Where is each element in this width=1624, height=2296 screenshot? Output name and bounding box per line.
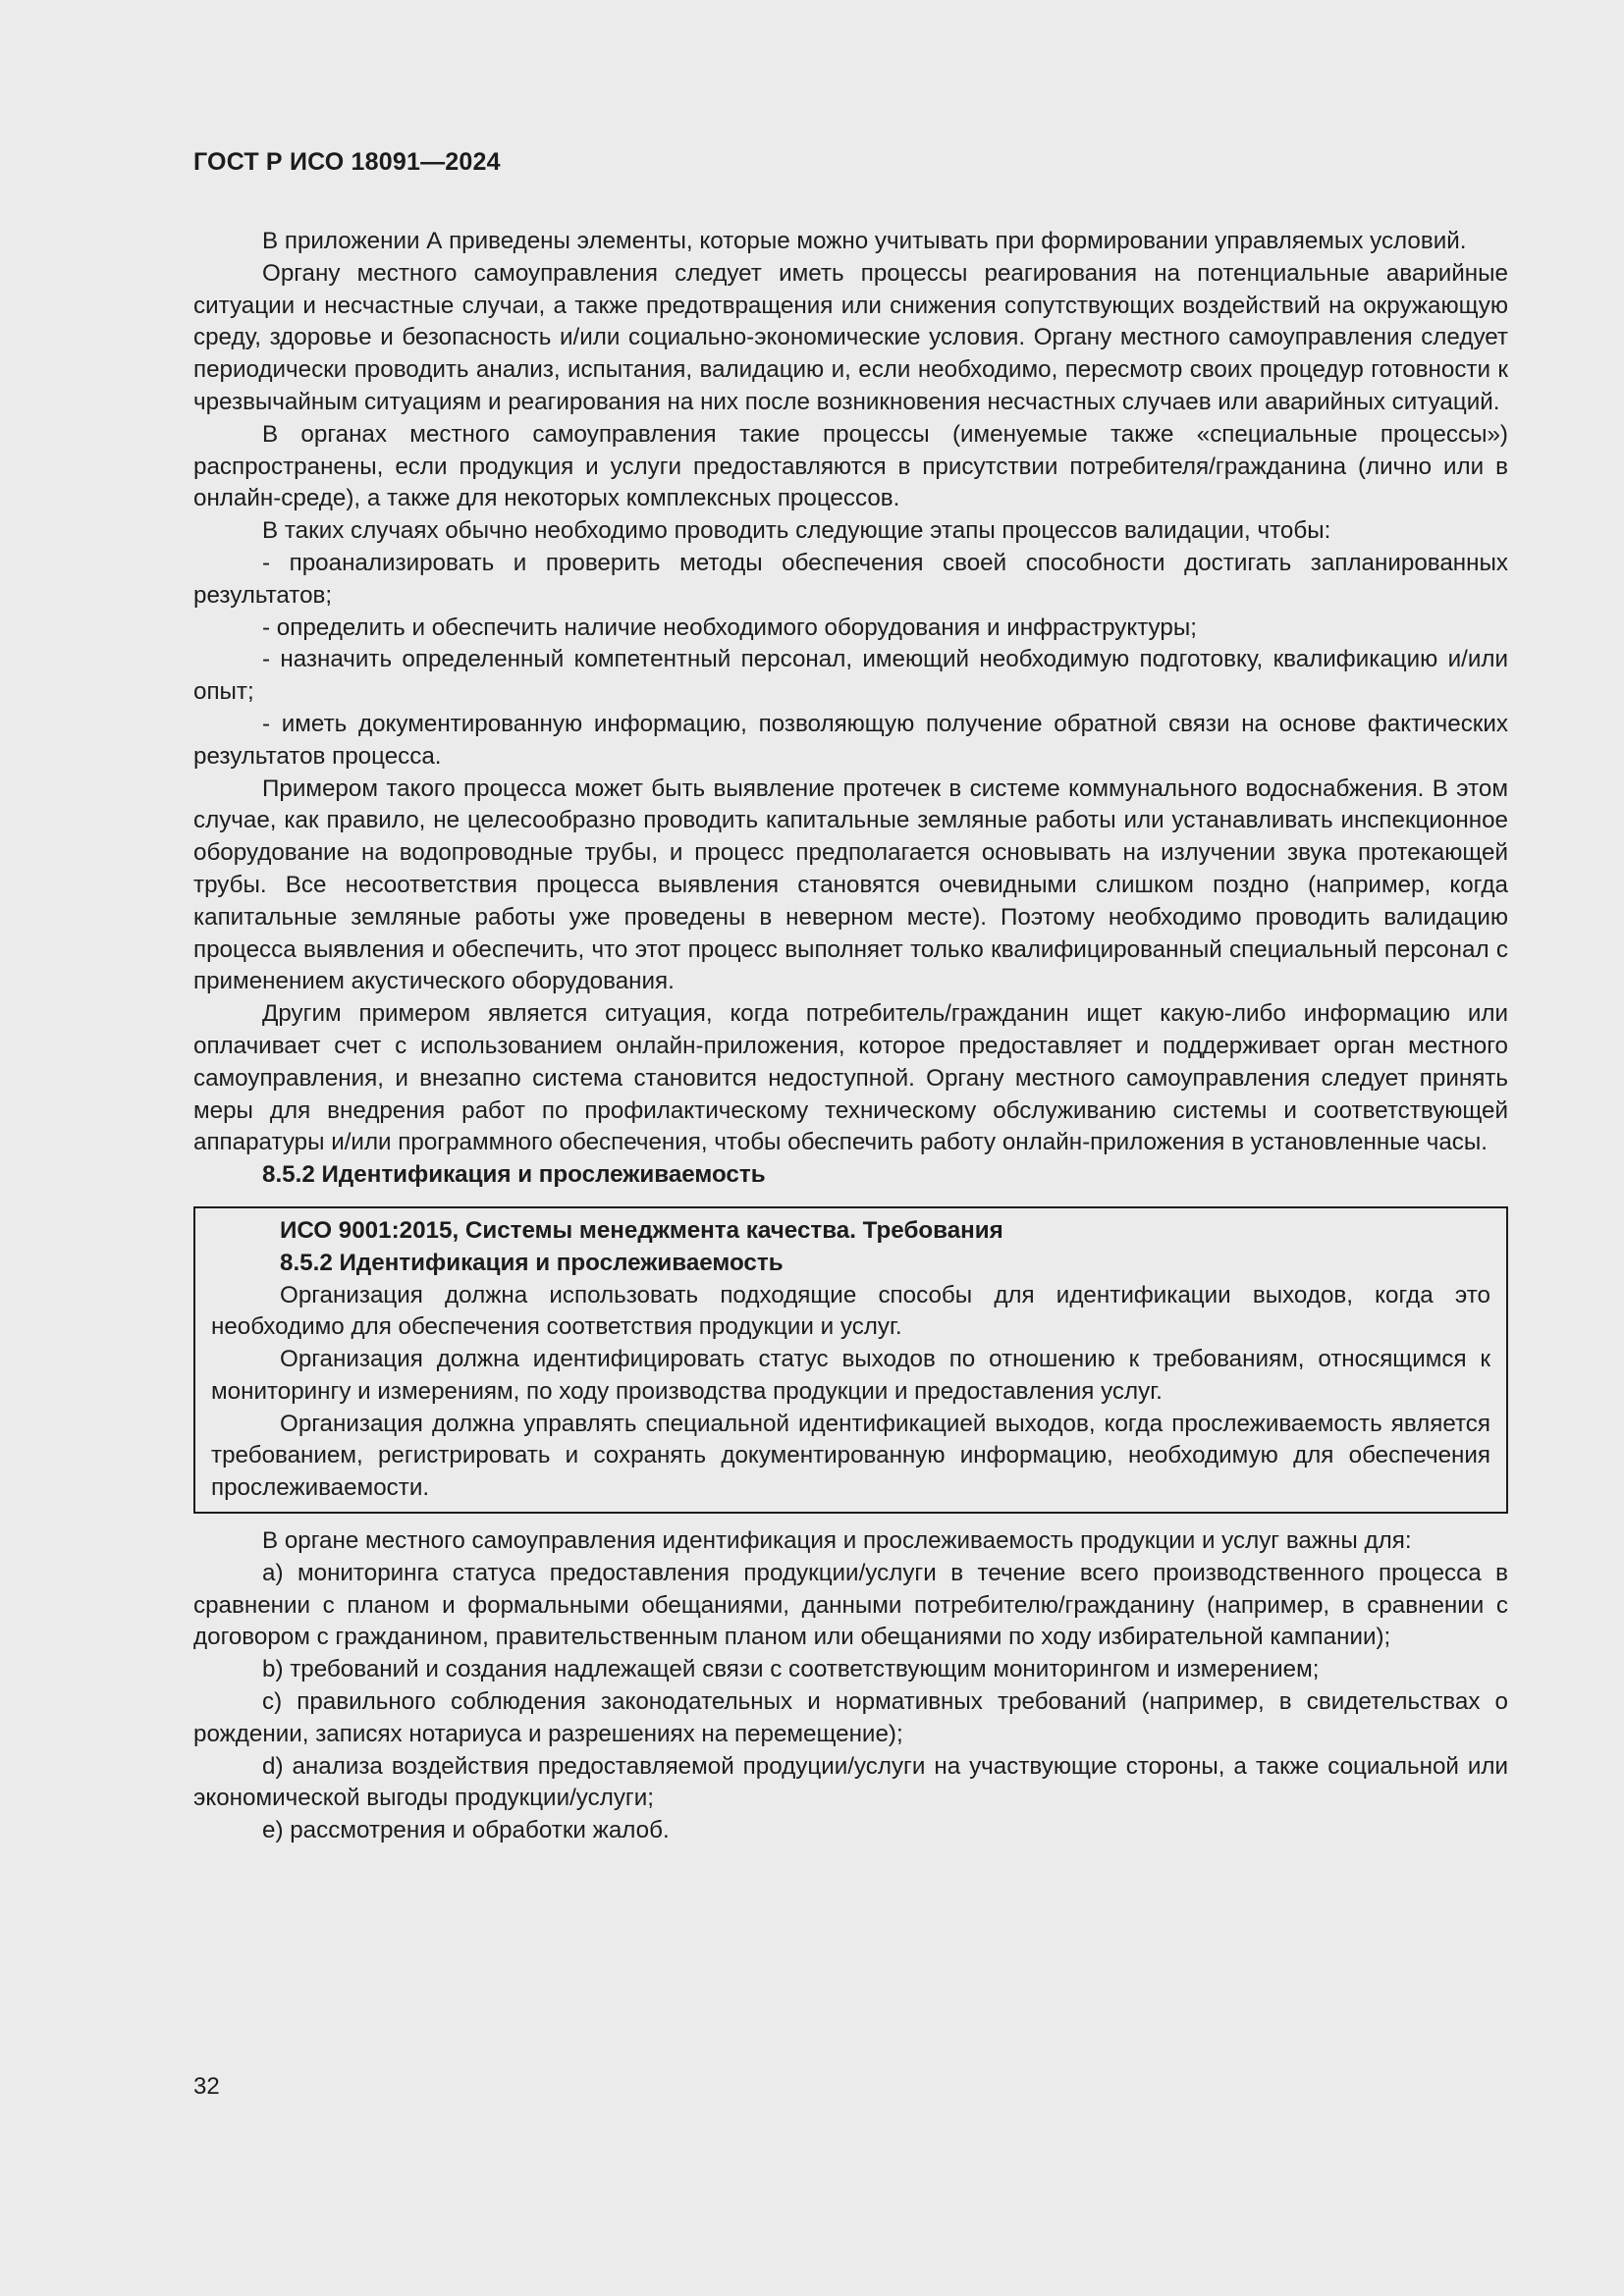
box-subheading: 8.5.2 Идентификация и прослеживаемость	[280, 1249, 784, 1276]
list-item: - иметь документированную информацию, позволяющую получение обратной связи на основе фактических результатов процесса.	[193, 710, 1508, 770]
paragraph: В органах местного самоуправления такие процессы (именуемые также «специальные процессы») распространены, если продукция и услуги предоставляются в присутствии потребителя/гражданина (лично или в онлайн-среде), а также для некоторых комплексных процессов.	[193, 420, 1508, 512]
document-header: ГОСТ Р ИСО 18091—2024	[193, 148, 501, 176]
box-paragraph: Организация должна управлять специальной идентификацией выходов, когда прослеживаемость является требованием, регистрировать и сохранять документированную информацию, необходимую для обеспечения прослеживаемости.	[211, 1410, 1490, 1502]
paragraph: Примером такого процесса может быть выявление протечек в системе коммунального водоснабжения. В этом случае, как правило, не целесообразно проводить капитальные земляные работы или устанавливать инспекционное оборудование на водопроводные трубы, и процесс предполагается основывать на излучении звука протекающей трубы. Все несоответствия процесса выявления становятся очевидными слишком поздно (например, когда капитальные земляные работы уже проведены в неверном месте). Поэтому необходимо проводить валидацию процесса выявления и обеспечить, что этот процесс выполняет только квалифицированный специальный персонал с применением акустического оборудования.	[193, 774, 1508, 995]
paragraph: В таких случаях обычно необходимо проводить следующие этапы процессов валидации, чтобы:	[262, 517, 1331, 545]
box-title: ИСО 9001:2015, Системы менеджмента качества. Требования	[280, 1216, 1003, 1244]
section-heading: 8.5.2 Идентификация и прослеживаемость	[262, 1161, 766, 1189]
document-body	[193, 226, 1508, 1847]
list-item: a) мониторинга статуса предоставления продукции/услуги в течение всего производственного процесса в сравнении с планом и формальными обещаниями, данными потребителю/гражданину (например, в сравнении с договором с гражданином, правительственным планом или обещаниями по ходу избирательной кампании);	[193, 1559, 1508, 1651]
box-paragraph: Организация должна использовать подходящие способы для идентификации выходов, когда это необходимо для обеспечения соответствия продукции и услуг.	[211, 1281, 1490, 1341]
paragraph: В приложении А приведены элементы, которые можно учитывать при формировании управляемых условий.	[262, 228, 1467, 254]
page-number: 32	[193, 2073, 220, 2100]
list-item: d) анализа воздействия предоставляемой продуции/услуги на участвующие стороны, а также социальной или экономической выгоды продукции/услуги;	[193, 1752, 1508, 1812]
list-item: c) правильного соблюдения законодательных и нормативных требований (например, в свидетельствах о рождении, записях нотариуса и разрешениях на перемещение);	[193, 1688, 1508, 1747]
list-item: - определить и обеспечить наличие необходимого оборудования и инфраструктуры;	[262, 614, 1197, 641]
paragraph: Другим примером является ситуация, когда потребитель/гражданин ищет какую-либо информацию или оплачивает счет с использованием онлайн-приложения, которое предоставляет и поддерживает орган местного самоуправления, и внезапно система становится недоступной. Органу местного самоуправления следует принять меры для внедрения работ по профилактическому техническому обслуживанию системы и соответствующей аппаратуры и/или программного обеспечения, чтобы обеспечить работу онлайн-приложения в установленные часы.	[193, 1000, 1508, 1156]
paragraph: Органу местного самоуправления следует иметь процессы реагирования на потенциальные аварийные ситуации и несчастные случаи, а также предотвращения или снижения сопутствующих воздействий на окружающую среду, здоровье и безопасность и/или социально-экономические условия. Органу местного самоуправления следует периодически проводить анализ, испытания, валидацию и, если необходимо, пересмотр своих процедур готовности к чрезвычайным ситуациям и реагирования на них после возникновения несчастных случаев или аварийных ситуаций.	[193, 259, 1508, 415]
box-paragraph: Организация должна идентифицировать статус выходов по отношению к требованиям, относящимся к мониторингу и измерениям, по ходу производства продукции и предоставления услуг.	[211, 1346, 1490, 1405]
paragraph: В органе местного самоуправления идентификация и прослеживаемость продукции и услуг важны для:	[262, 1527, 1412, 1555]
list-item: - назначить определенный компетентный персонал, имеющий необходимую подготовку, квалификацию и/или опыт;	[193, 646, 1508, 706]
iso-quote-box	[193, 1206, 1508, 1514]
list-item: b) требований и создания надлежащей связи с соответствующим мониторингом и измерением;	[262, 1656, 1320, 1683]
list-item: - проанализировать и проверить методы обеспечения своей способности достигать запланированных результатов;	[193, 549, 1508, 609]
list-item: e) рассмотрения и обработки жалоб.	[262, 1817, 670, 1844]
